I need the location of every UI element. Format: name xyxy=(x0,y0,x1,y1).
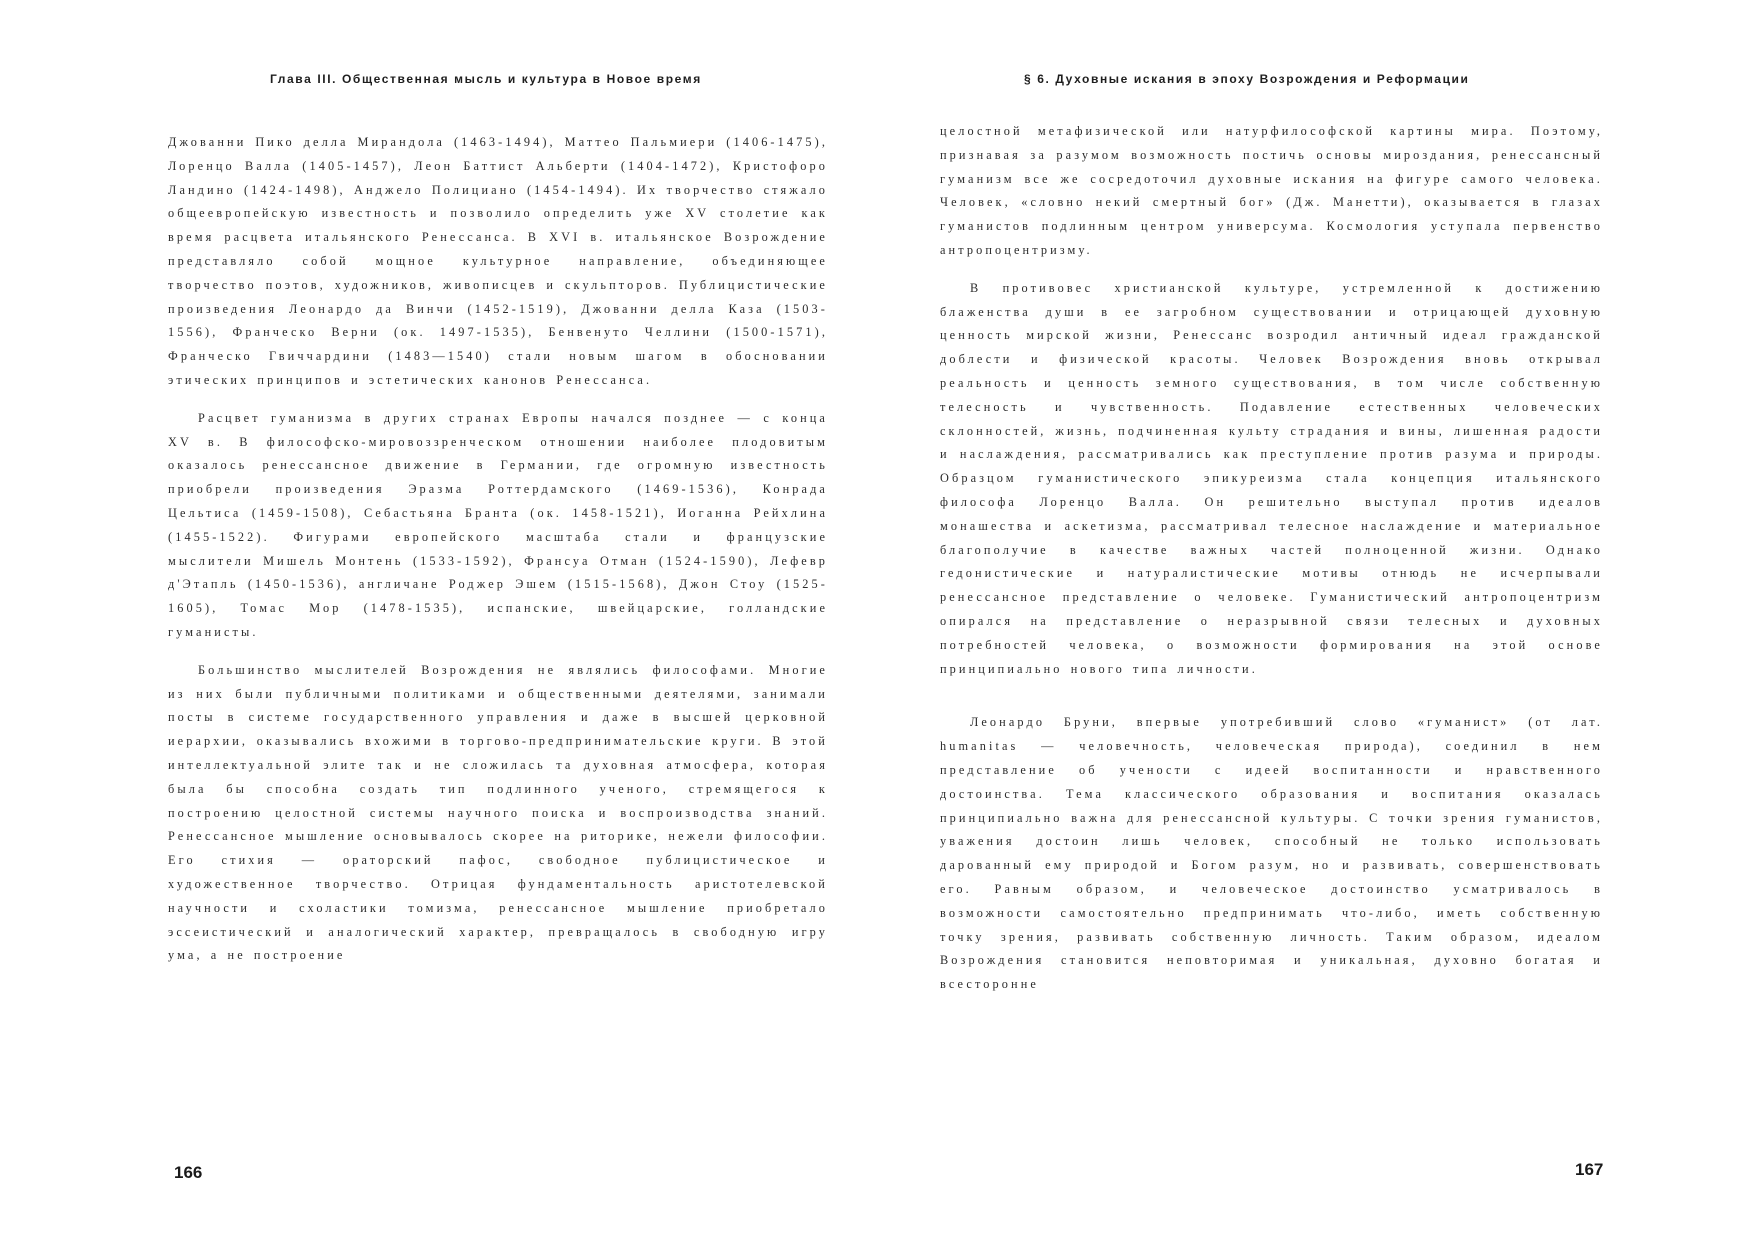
paragraph: Леонардо Бруни, впервые употребивший слово «гуманист» (от лат. humanitas — человечность, человеческая природа), соединил в нем представление об учености с идеей воспитанности и нравственного достоинства. Тема классического образования и воспитания оказалась принципиально важна для ренессансной культуры. С точки зрения гуманистов, уважения достоин лишь человек, способный не только использовать дарованный ему природой и Богом разум, но и развивать, совершенствовать его. Равным образом, и человеческое достоинство усматривалось в возможности самостоятельно предпринимать что-либо, иметь собственную точку зрения, развивать собственную личность. Таким образом, идеалом Возрождения становится неповторимая и уникальная, духовно богатая и всесторонне xyxy=(940,715,1603,992)
right-page-number: 167 xyxy=(1575,1160,1604,1179)
paragraph: Большинство мыслителей Возрождения не являлись философами. Многие из них были публичными политиками и общественными деятелями, занимали посты в системе государственного управления и даже в высшей церковной иерархии, оказывались вхожими в торгово-предпринимательские круги. В этой интеллектуальной элите так и не сложилась та духовная атмосфера, которая была бы способна создать тип подлинного ученого, стремящегося к построению целостной системы научного поиска и воспроизводства знаний. Ренессансное мышление основывалось скорее на риторике, нежели философии. Его стихия — ораторский пафос, свободное публицистическое и художественное творчество. Отрицая фундаментальность аристотелевской научности и схоластики томизма, ренессансное мышление приобретало эссеистический и аналогический характер, превращалось в свободную игру ума, а не построение xyxy=(168,662,828,963)
right-page xyxy=(877,0,1754,1239)
paragraph: целостной метафизической или натурфилософской картины мира. Поэтому, признавая за разумом возможность постичь основы мироздания, ренессансный гуманизм все же сосредоточил духовные искания на фигуре самого человека. Человек, «словно некий смертный бог» (Дж. Манетти), оказывается в глазах гуманистов подлинным центром универсума. Космология уступала первенство антропоцентризму. xyxy=(940,124,1603,257)
left-text-block xyxy=(168,131,828,982)
paragraph: Расцвет гуманизма в других странах Европы начался позднее — с конца XV в. В философско-мировоззренческом отношении наиболее плодовитым оказалось ренессансное движение в Германии, где огромную известность приобрели произведения Эразма Роттердамского (1469-1536), Конрада Цельтиса (1459-1508), Себастьяна Бранта (ок. 1458-1521), Иоганна Рейхлина (1455-1522). Фигурами европейского масштаба стали и французские мыслители Мишель Монтень (1533-1592), Франсуа Отман (1524-1590), Лефевр д'Этапль (1450-1536), англичане Роджер Эшем (1515-1568), Джон Стоу (1525-1605), Томас Мор (1478-1535), испанские, швейцарские, голландские гуманисты. xyxy=(168,410,828,639)
paragraph: В противовес христианской культуре, устремленной к достижению блаженства души в ее загробном существовании и отрицающей духовную ценность мирской жизни, Ренессанс возродил античный идеал гражданской доблести и физической красоты. Человек Возрождения вновь открывал реальность и ценность земного существования, в том числе собственную телесность и чувственность. Подавление естественных человеческих склонностей, жизнь, подчиненная культу страдания и вины, лишенная радости и наслаждения, рассматривались как преступление против разума и природы. Образцом гуманистического эпикуреизма стала концепция итальянского философа Лоренцо Валла. Он решительно выступал против идеалов монашества и аскетизма, рассматривал телесное наслаждение и материальное благополучие в качестве важных частей полноценной жизни. Однако гедонистические и натуралистические мотивы отнюдь не исчерпывали ренессансное представление о человеке. Гуманистический антропоцентризм опирался на представление о неразрывной связи телесных и духовных потребностей человека, о возможности формирования на этой основе принципиально нового типа личности. xyxy=(940,280,1603,676)
left-page-number: 166 xyxy=(174,1163,203,1182)
paragraph: Джованни Пико делла Мирандола (1463-1494), Маттео Пальмиери (1406-1475), Лоренцо Валла (1405-1457), Леон Баттист Альберти (1404-1472), Кристофоро Ландино (1424-1498), Анджело Полициано (1454-1494). Их творчество стяжало общеевропейскую известность и позволило определить уже XV столетие как время расцвета итальянского Ренессанса. В XVI в. итальянское Возрождение представляло собой мощное культурное направление, объединяющее творчество поэтов, художников, живописцев и скульпторов. Публицистические произведения Леонардо да Винчи (1452-1519), Джованни делла Каза (1503-1556), Франческо Верни (ок. 1497-1535), Бенвенуто Челлини (1500-1571), Франческо Гвиччардини (1483—1540) стали новым шагом в обосновании этических принципов и эстетических канонов Ренессанса. xyxy=(168,135,828,387)
right-running-head: § 6. Духовные искания в эпоху Возрождения и Реформации xyxy=(1024,72,1470,86)
right-text-block xyxy=(940,120,1603,1011)
left-running-head: Глава III. Общественная мысль и культура в Новое время xyxy=(270,72,702,86)
